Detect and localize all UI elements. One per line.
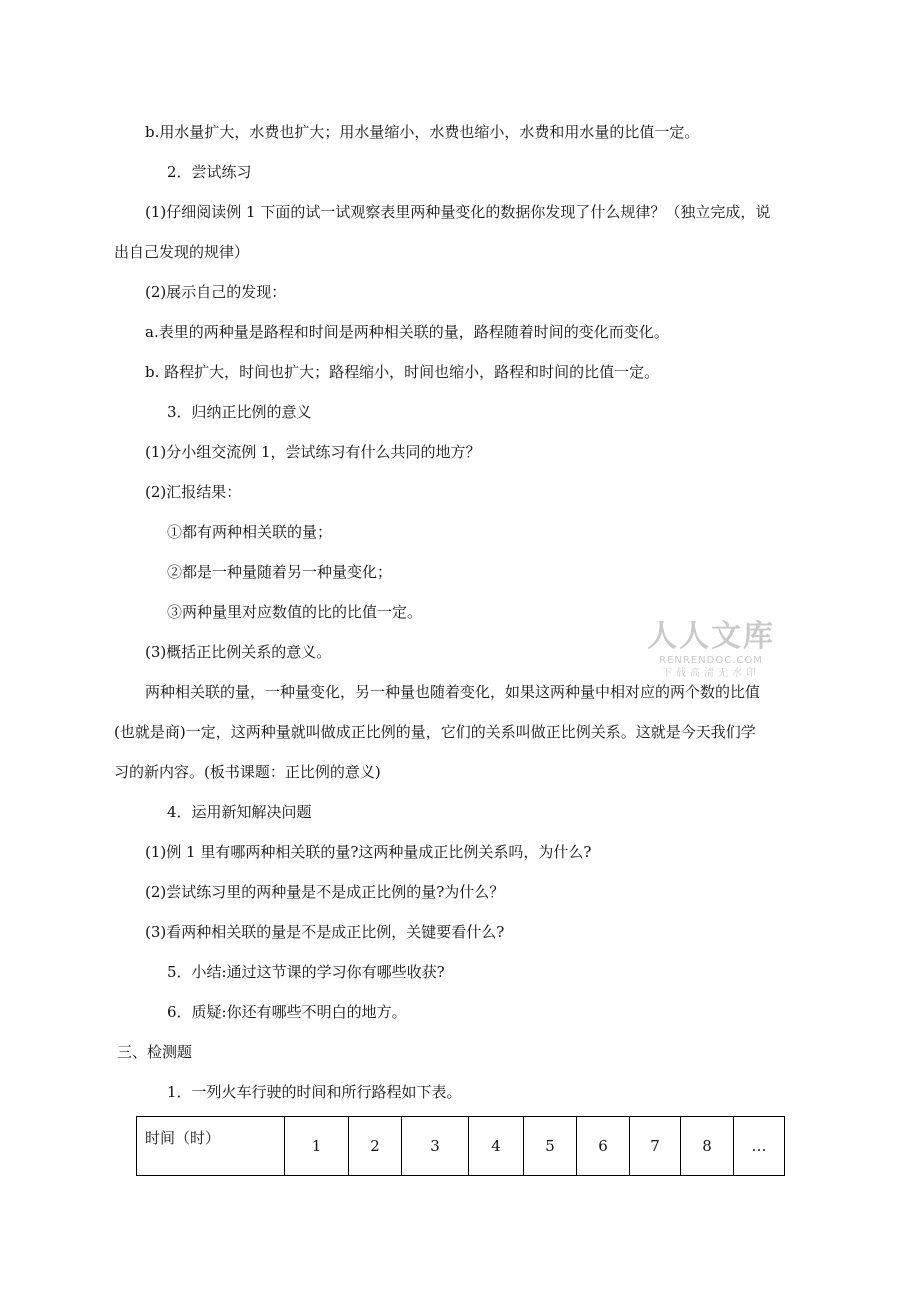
section-heading-6: 6．质疑:你还有哪些不明白的地方。 — [167, 1003, 407, 1021]
paragraph-line-6: a.表里的两种量是路程和时间是两种相关联的量，路程随着时间的变化而变化。 — [145, 323, 669, 341]
watermark-logo — [646, 620, 776, 680]
paragraph-line-4: 出自己发现的规律） — [114, 243, 250, 261]
paragraph-line-10: (2)汇报结果： — [145, 483, 242, 501]
watermark-url-text: RENRENDOC.COM — [659, 655, 763, 666]
table-cell: 4 — [469, 1117, 524, 1176]
table-cell: 5 — [524, 1117, 577, 1176]
time-distance-table — [136, 1116, 785, 1176]
chapter-heading-3: 三、检测题 — [117, 1043, 193, 1061]
table-cell: 7 — [630, 1117, 681, 1176]
table-cell: 2 — [349, 1117, 402, 1176]
watermark-tagline-text: 下载高清无水印 — [662, 668, 760, 679]
paragraph-line-14: (3)概括正比例关系的意义。 — [145, 643, 332, 661]
table-header-cell: 时间（时） — [137, 1117, 285, 1176]
paragraph-line-5: (2)展示自己的发现： — [145, 283, 287, 301]
paragraph-line-16: (也就是商)一定，这两种量就叫做成正比例的量，它们的关系叫做正比例关系。这就是今天我们学 — [114, 723, 756, 741]
paragraph-line-15: 两种相关联的量，一种量变化，另一种量也随着变化，如果这两种量中相对应的两个数的比值 — [145, 683, 761, 701]
exercise-1-prompt: 1．一列火车行驶的时间和所行路程如下表。 — [167, 1083, 462, 1101]
table-cell: … — [734, 1117, 785, 1176]
list-item-1: ①都有两种相关联的量； — [167, 523, 333, 541]
table-cell: 1 — [285, 1117, 349, 1176]
paragraph-line-1: b.用水量扩大，水费也扩大；用水量缩小，水费也缩小，水费和用水量的比值一定。 — [145, 123, 700, 141]
section-heading-3: 3．归纳正比例的意义 — [167, 403, 312, 421]
section-heading-5: 5．小结:通过这节课的学习你有哪些收获? — [167, 963, 445, 981]
paragraph-line-21: (3)看两种相关联的量是不是成正比例，关键要看什么? — [145, 923, 505, 941]
paragraph-line-3: (1)仔细阅读例 1 下面的试一试观察表里两种量变化的数据你发现了什么规律？（独立完成，说 — [145, 203, 771, 221]
section-heading-2: 2．尝试练习 — [167, 163, 252, 181]
paragraph-line-7: b. 路程扩大，时间也扩大；路程缩小，时间也缩小，路程和时间的比值一定。 — [145, 363, 660, 381]
table-row — [137, 1117, 785, 1176]
paragraph-line-20: (2)尝试练习里的两种量是不是成正比例的量?为什么？ — [145, 883, 505, 901]
table-cell: 3 — [402, 1117, 469, 1176]
list-item-2: ②都是一种量随着另一种量变化； — [167, 563, 393, 581]
paragraph-line-9: (1)分小组交流例 1，尝试练习有什么共同的地方？ — [145, 443, 481, 461]
table-cell: 6 — [577, 1117, 630, 1176]
table-cell: 8 — [681, 1117, 734, 1176]
section-heading-4: 4．运用新知解决问题 — [167, 803, 312, 821]
paragraph-line-19: (1)例 1 里有哪两种相关联的量?这两种量成正比例关系吗，为什么? — [145, 843, 592, 861]
watermark-main-text: 人人文库 — [647, 619, 775, 654]
list-item-3: ③两种量里对应数值的比的比值一定。 — [167, 603, 423, 621]
paragraph-line-17: 习的新内容。(板书课题：正比例的意义) — [114, 763, 381, 781]
